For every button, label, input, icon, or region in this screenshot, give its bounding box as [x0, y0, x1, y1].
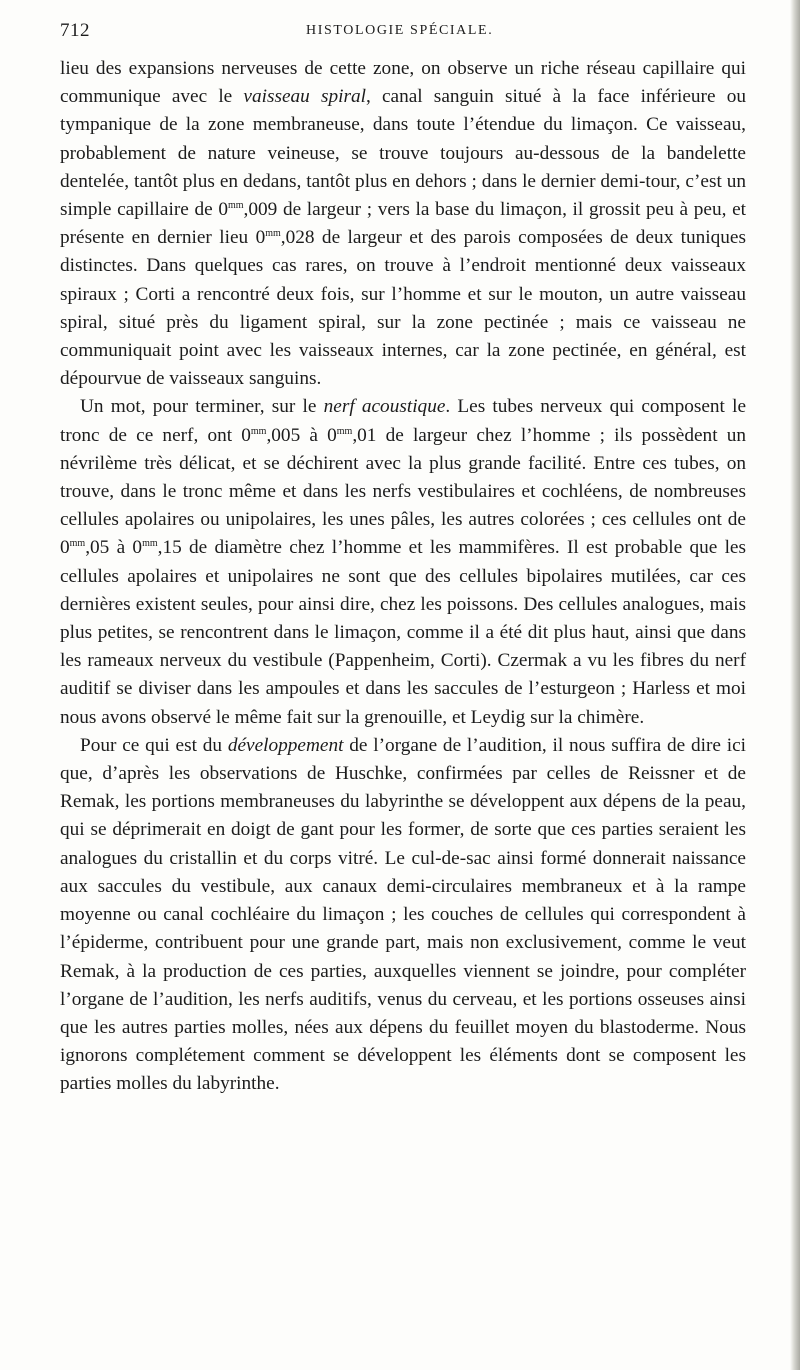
- text-run: lieu des expansions nerveuses de cette zone, on observe un riche réseau capillaire qui communique avec le: [60, 58, 746, 108]
- unit-superscript: mm: [69, 538, 86, 550]
- text-run: de l’organe de l’audition, il nous suffira de dire ici que, d’après les observations de Huschke, confirmées par celles de Reissner et de Remak, les portions membraneuses du labyrinthe se développent aux dépens de la peau, qui se déprimerait en doigt de gant pour les former, de sorte que ces parties seraient les analogues du cristallin et du corps vitré. Le cul-de-sac ainsi formé donnerait naissance aux saccules du vestibule, aux canaux demi-circulaires membraneux et à la rampe moyenne ou canal cochléaire du limaçon ; les couches de cellules qui correspondent à l’épiderme, contribuent pour une grande part, mais non exclusivement, comme le veut Remak, à la production de ces parties, auxquelles viennent se joindre, pour compléter l’organe de l’audition, les nerfs auditifs, venus du cerveau, et les portions osseuses ainsi que les autres parties molles, nées aux dépens du feuillet moyen du blastoderme. Nous ignorons complétement comment se développent les éléments dont se composent les parties molles du labyrinthe.: [60, 734, 746, 1095]
- text-run: ,009 de largeur ; vers la base du limaçon, il grossit peu à peu, et présente en dernier lieu 0: [60, 199, 746, 249]
- text-run: . Les tubes nerveux qui composent le tronc de ce nerf, ont 0: [60, 396, 747, 446]
- text-run: Pour ce qui est du: [80, 734, 228, 756]
- text-run: ,05 à 0: [85, 537, 143, 559]
- unit-superscript: mm: [250, 425, 267, 437]
- body-text: [60, 55, 746, 1099]
- text-run: , canal sanguin situé à la face inférieure ou tympanique de la zone membraneuse, dans toute l’étendue du limaçon. Ce vaisseau, probablement de nature veineuse, se trouve toujours au-dessous de la bandelette dentelée, tantôt plus en dedans, tantôt plus en dehors ; dans le dernier demi-tour, c’est un simple capillaire de 0: [60, 86, 746, 221]
- text-run: ,028 de largeur et des parois composées de deux tuniques distinctes. Dans quelques cas rares, on trouve à l’endroit mentionné deux vaisseaux spiraux ; Corti a rencontré deux fois, sur l’homme et sur le mouton, un autre vaisseau spiral, situé près du ligament spiral, sur la zone pectinée ; mais ce vaisseau ne communiquait point avec les vaisseaux internes, car la zone pectinée, en général, est dépourvue de vaisseaux sanguins.: [60, 227, 746, 390]
- paragraph: [60, 55, 746, 393]
- running-head: HISTOLOGIE SPÉCIALE.: [306, 23, 494, 38]
- unit-superscript: mm: [142, 538, 158, 550]
- unit-superscript: mm: [336, 425, 353, 437]
- unit-superscript: mm: [265, 228, 281, 240]
- page-edge-shadow: [790, 0, 800, 1370]
- unit-superscript: mm: [227, 200, 244, 212]
- text-run: Un mot, pour terminer, sur le: [80, 396, 324, 418]
- text-run: ,005 à 0: [266, 424, 337, 446]
- text-run: ,01 de largeur chez l’homme ; ils possèdent un névrilème très délicat, et se déchirent avec la plus grande facilité. Entre ces tubes, on trouve, dans le tronc même et dans les nerfs vestibulaires et cochléens, de nombreuses cellules apolaires ou unipolaires, les unes pâles, les autres colorées ; ces cellules ont de 0: [60, 424, 746, 559]
- page-header: [60, 14, 750, 48]
- italic-term: développement: [227, 734, 344, 756]
- page-number: 712: [60, 20, 90, 41]
- text-run: ,15 de diamètre chez l’homme et les mammifères. Il est probable que les cellules apolaires et unipolaires ne sont que des cellules bipolaires mutilées, car ces dernières existent seules, pour ainsi dire, chez les poissons. Des cellules analogues, mais plus petites, se rencontrent dans le limaçon, comme il a été dit plus haut, ainsi que dans les rameaux nerveux du vestibule (Pappenheim, Corti). Czermak a vu les fibres du nerf auditif se diviser dans les ampoules et dans les saccules de l’esturgeon ; Harless et moi nous avons observé le même fait sur la grenouille, et Leydig sur la chimère.: [60, 537, 746, 728]
- paragraph: [60, 393, 746, 731]
- italic-term: vaisseau spiral: [243, 86, 366, 108]
- italic-term: nerf acoustique: [323, 396, 446, 418]
- paragraph: [60, 732, 746, 1099]
